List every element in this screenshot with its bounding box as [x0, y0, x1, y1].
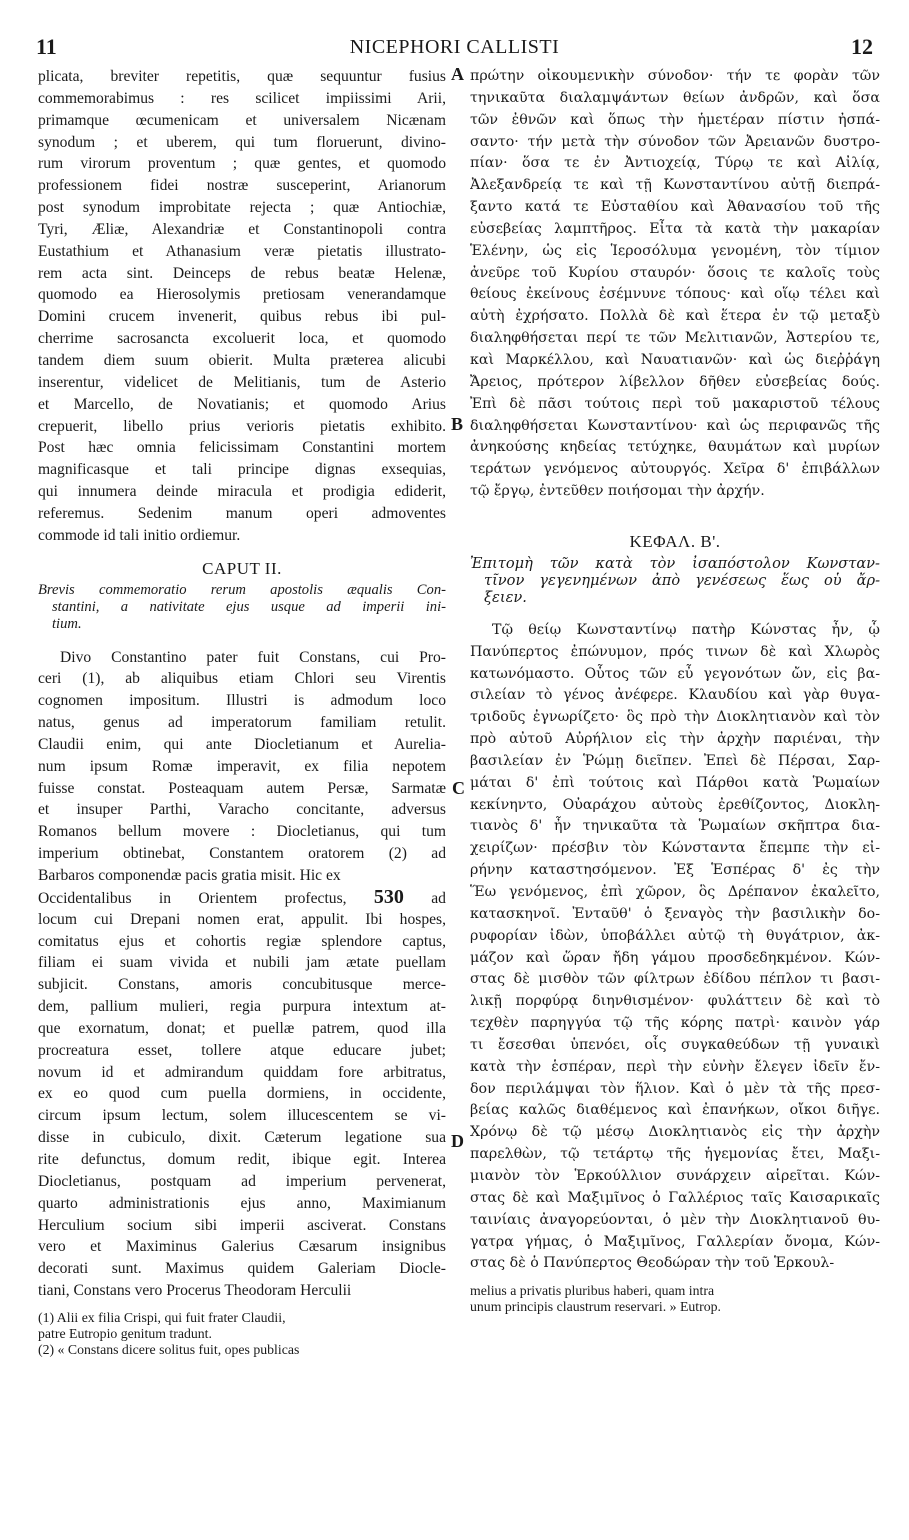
text-line: et insuper Parthi, Varacho concitante, adversus — [38, 801, 446, 819]
text-line: comitatus ejus et cohortis regiæ splendore captus, — [38, 932, 446, 950]
text-line: plicata, breviter repetitis, quæ sequuntur fusius — [38, 68, 446, 85]
text-line: Herculium socium sibi imperii asciverat. Constans — [38, 1216, 446, 1234]
text-line: κατωνόμαστο. Οὗτος τῶν εὖ γεγονότων ὤν, εἰς βα- — [470, 665, 880, 682]
summary-line: stantini, a nativitate ejus usque ad imperii ini- — [52, 598, 446, 615]
text-line: τῷ ἔργῳ, ἐντεῦθεν ποιήσομαι τὴν ἀρχήν. — [470, 483, 765, 500]
text-line: λικῇ πορφύρᾳ διηνθισμένον· φυλάττειν δὲ καὶ τὸ — [470, 993, 880, 1010]
text-line: ex eo quod cum puella dormiens, in occidente, — [38, 1085, 446, 1103]
text-line: natus, genus ad imperatorum familiam retulit. — [38, 714, 446, 732]
text-line: ἀνεῦρε τοῦ Κυρίου σταυρόν· ὅσοις τε καλοῖς τοὺς — [470, 264, 880, 281]
text-line: ξαντο κατά τε Εὐσταθίου καὶ Ἀθανασίου τοῦ τῆς — [470, 199, 880, 216]
text-line: subjicit. Constans, amoris concubitusque merce- — [38, 976, 446, 994]
text-line: rem acta sint. Deinceps de rebus beatæ Helenæ, — [38, 264, 446, 282]
greek-body — [470, 620, 880, 1275]
text-line: Τῷ θείῳ Κωνσταντίνῳ πατὴρ Κώνστας ἦν, ᾧ — [492, 621, 880, 638]
text-line: τεράτων γενόμενος αὐτουργός. Χεῖρα δ' ἐπιβάλλων — [470, 461, 880, 478]
text-line: πρώτην οἰκουμενικὴν σύνοδον· τήν τε φορὰν τῶν — [470, 68, 880, 84]
text-line: imperium obtinebat, Constantem oratorem (2) ad — [38, 845, 446, 863]
page-header — [36, 34, 873, 60]
text-line: γατρα γήμας, ὁ Μαξιμῖνος, Γαλλερίαν ὄνομα, Κών- — [470, 1233, 880, 1250]
footnote-line: patre Eutropio genitum tradunt. — [38, 1325, 212, 1341]
greek-intro — [470, 66, 880, 503]
summary-line: Brevis commemoratio rerum apostolis æqualis Con- — [38, 581, 446, 598]
text-line: κεκίνηντο, Οὐαράχου αὐτοὺς ἐρεθίζοντος, Διοκλη- — [470, 796, 880, 813]
text-line: Ἐπὶ δὲ πᾶσι τούτοις περὶ τοῦ μακαριστοῦ τέλους — [470, 395, 880, 412]
text-line: locum cui Drepani nomen erat, appulit. Ibi hospes, — [38, 910, 446, 928]
text-line: que exornatum, donat; et puellæ patrem, quod illa — [38, 1019, 446, 1037]
text-line: κατασκηνοῖ. Ἐνταῦθ' ὁ ξεναγὸς τὴν βασιλικὴν δο- — [470, 905, 880, 922]
text-line: τιανὸς δ' ἦν τηνικαῦτα τὰ Ῥωμαίων σκῆπτρα δια- — [470, 818, 880, 835]
text-fragment: Occidentalibus in Orientem profectus, — [38, 889, 347, 907]
text-line: vero et Maximinus Galerius Cæsarum insignibus — [38, 1238, 446, 1256]
text-line: πίαν· ὅσα τε ἐν Ἀντιοχείᾳ, Τύρῳ τε καὶ Αἰλίᾳ, — [470, 155, 880, 172]
text-line: Post hæc omnia felicissimam Constantini mortem — [38, 439, 446, 457]
text-line: Barbaros componendæ pacis gratia misit. Hic ex — [38, 867, 341, 884]
text-line: τι ἔσεσθαι ὑπενόει, οἷς συγκαθεύδων τῇ γυναικὶ — [470, 1036, 880, 1053]
latin-chapter-summary — [38, 582, 446, 633]
text-line — [38, 887, 446, 909]
text-line: μάται δ' ἐπὶ τούτοις καὶ Πάρθοι κατὰ Ῥωμαίων — [470, 774, 880, 791]
text-line: τῶν ἐθνῶν καὶ ὅπως τὴν ἡμετέραν πίστιν ἠσπά- — [470, 111, 880, 128]
text-line: qui innumera deinde miracula et prodigia ediderit, — [38, 483, 446, 501]
text-line: post synodum improbitate rejecta ; quæ Antiochiæ, — [38, 199, 446, 217]
text-line: Domini crucem invenerit, quibus rebus ibi pul- — [38, 308, 446, 326]
text-line: commemorabimus : res scilicet impiissimi Arii, — [38, 89, 446, 107]
text-line: ρήνην καταστησόμενον. Ἐξ Ἑσπέρας δ' ἐς τὴν — [470, 862, 880, 879]
column-number: 530 — [373, 886, 404, 908]
text-line: quarto administrationis ejus anno, Maximianum — [38, 1194, 446, 1212]
page-number-left: 11 — [36, 34, 57, 59]
text-line: referemus. Sedenim manum operi admoventes — [38, 504, 446, 522]
text-line: θείους ἐκείνους ἐσέμνυνε τόπους· καὶ οἵῳ τέλει καὶ — [470, 286, 880, 303]
text-line: σιλείαν τὸ γένος ἀνέφερε. Κλαυδίου καὶ γὰρ θυγα- — [470, 687, 880, 704]
text-line: cherrime sacrosancta excoluerit loca, et quomodo — [38, 330, 446, 348]
text-line: μάζον καὶ ὥραν ἤδη γάμου προσδεδηκμένον. Κών- — [470, 949, 880, 966]
text-fragment: ad — [431, 889, 446, 907]
text-line: primamque œcumenicam et universalem Nicænam — [38, 111, 446, 129]
text-line: rum virorum proventum ; quæ gentes, et quomodo — [38, 155, 446, 173]
summary-line: tium. — [52, 615, 82, 632]
text-line: circum ipsum lectum, solem illucescentem se vi- — [38, 1107, 446, 1125]
text-line: inserentur, videlicet de Melitianis, tum de Asterio — [38, 373, 446, 391]
text-line: βασιλείαν ἐν Ῥώμῃ διεῖπεν. Ἐπεὶ δὲ Πέρσαι, Σαρ- — [470, 752, 880, 769]
latin-column — [38, 66, 446, 1358]
margin-marker-a: A — [451, 64, 464, 84]
text-line: Romanos bellum movere : Diocletianus, qui tum — [38, 823, 446, 841]
margin-marker-b: B — [451, 414, 464, 434]
text-line: στας δὲ καὶ Μαξιμῖνος ὁ Γαλλέριος ταῖς Καισαρικαῖς — [470, 1189, 880, 1206]
footnote-continuation — [470, 1283, 880, 1315]
text-line: filiam ei suam vivida et nubili jam ætate puellam — [38, 954, 446, 972]
text-line: rite defunctus, domum redit, ibique egit. Interea — [38, 1150, 446, 1168]
text-line: παρελθὼν, τῷ τετάρτῳ τῆς ἡγεμονίας ἔτει, Μαξι- — [470, 1146, 880, 1163]
text-line: τεχθὲν παρηγγύα τῷ τῆς κόρης πατρὶ· καινὸν γάρ — [470, 1015, 880, 1032]
text-line: σαντο· τήν μετὰ τὴν σύνοδον τῶν Ἀρειανῶν δυστρο- — [470, 133, 880, 150]
text-line: cognomen impositum. Illustri is admodum loco — [38, 692, 446, 710]
text-line: Ἄρειος, πρότερον λίβελλον δῆθεν εὐσεβείας δούς. — [470, 373, 880, 390]
summary-line: Ἐπιτομὴ τῶν κατὰ τὸν ἰσαπόστολον Κωνσταν- — [470, 554, 880, 572]
latin-body — [38, 647, 446, 887]
latin-footnotes — [38, 1310, 446, 1358]
text-line: Tyri, Æliæ, Alexandriæ et Constantinopoli contra — [38, 220, 446, 238]
footnote-line: melius a privatis pluribus haberi, quam intra — [470, 1283, 715, 1299]
text-line: Ἀλεξανδρείᾳ τε καὶ τῇ Κωνσταντίνου αὐτῇ διεπρά- — [470, 177, 880, 194]
text-line: num ipsum Romæ imperavit, ex filia nepotem — [38, 757, 446, 775]
text-line: διαληφθήσεται περί τε τῶν Μελιτιανῶν, Ἀστερίου τε, — [470, 330, 880, 347]
latin-chapter-heading: CAPUT II. — [202, 558, 282, 578]
text-line: professionem fidei nostræ susceperint, Arianorum — [38, 177, 446, 195]
text-line: Diocletianus, postquam ad imperium pervenerat, — [38, 1172, 446, 1190]
text-line: fuisse constat. Posteaquam autem Persæ, Sarmatæ — [38, 779, 446, 797]
running-title: NICEPHORI CALLISTI — [349, 36, 560, 58]
text-line: ἀνηκούσης κηδείας τετύχηκε, θαυμάτων καὶ μυρίων — [470, 439, 880, 456]
page-number-right: 12 — [851, 34, 873, 59]
text-line: novum id et admirandum quiddam fore arbitratus, — [38, 1063, 446, 1081]
text-line: Eustathium et Athanasium veræ pietatis illustrato- — [38, 242, 446, 260]
text-line: αὐτὴ ἐχρήσατο. Πολλὰ δὲ καὶ ἕτερα ἐν τῷ μεταξὺ — [470, 308, 880, 325]
text-line: Χρόνῳ δὲ τῷ μέσῳ Διοκλητιανὸς εἰς τὴν ἀρχὴν — [470, 1124, 880, 1141]
margin-marker-c: C — [452, 778, 465, 798]
text-line: εὐσεβείας λαμπτῆρος. Εἶτα τὰ κατὰ τὴν μακαρίαν — [470, 220, 880, 237]
text-line: τηνικαῦτα διαλαμψάντων θείων ἀνδρῶν, καὶ ὅσα — [470, 89, 880, 106]
text-line: procreatura esset, tollere atque educare jubet; — [38, 1041, 446, 1059]
text-line: Claudii enim, qui ante Diocletianum et Aurelia- — [38, 735, 446, 753]
text-line: quomodo ea Hierosolymis pretiosam venerandamque — [38, 286, 446, 304]
margin-marker-d: D — [451, 1131, 464, 1151]
text-line: magnificasque et tali principe dignas exsequias, — [38, 461, 446, 479]
text-line: dem, pallium mulieri, regia purpura intextum at- — [38, 998, 446, 1016]
text-line: μιανὸν τὸν Ἑρκούλλιον συνάρχειν αἱρεῖται. Κών- — [470, 1167, 880, 1184]
text-line: commode id tali initio ordiemur. — [38, 526, 241, 544]
footnote-line: unum principis claustrum reservari. » Eutrop. — [470, 1299, 721, 1315]
text-line: διαληφθήσεται Κωνσταντίνου· καὶ ὡς περιφανῶς τῆς — [470, 417, 880, 434]
text-line: Divo Constantino pater fuit Constans, cui Pro- — [60, 648, 446, 666]
text-line: στας δὲ ὁ Πανύπερτος Θεοδώραν τὴν τοῦ Ἑρκουλ- — [470, 1255, 835, 1272]
text-line: στας δὲ μισθὸν τῶν φίλτρων ἐδίδου πέπλον τι βασι- — [470, 971, 880, 988]
text-line: καὶ Μαρκέλλου, καὶ Ναυατιανῶν· καὶ ὡς διεῤῥάγη — [470, 351, 880, 368]
text-line: crepuerit, libello prius verioris pietatis exhibito. — [38, 417, 446, 435]
footnote-line: (2) « Constans dicere solitus fuit, opes publicas — [38, 1341, 300, 1357]
text-line: tandem diem suum obierit. Multa præterea alicubi — [38, 351, 446, 369]
text-line: Πανύπερτος ἐπώνυμον, πρός τινων δὲ καὶ Χλωρὸς — [470, 643, 880, 660]
greek-column — [470, 66, 880, 1315]
text-line: synodum ; et uberem, qui tum floruerunt, divino- — [38, 133, 446, 151]
text-line: κατὰ τὴν ἑσπέραν, περὶ τὴν εὐνὴν ἔλεγεν ἰδεῖν ἔν- — [470, 1058, 880, 1075]
text-line: ταινίαις ἀναγορεύονται, ὁ μὲν τὴν Διοκλητιανοῦ θυ- — [470, 1211, 880, 1228]
text-line: disse in cubiculo, dixit. Cæterum legatione sua — [38, 1129, 446, 1147]
latin-body-continued — [38, 909, 446, 1302]
text-line: δον περιλάμψαι τὸν ἥλιον. Καὶ ὁ μὲν τὰ τῆς πρεσ- — [470, 1080, 880, 1097]
summary-line: ξειεν. — [484, 588, 527, 606]
text-line: decorati sunt. Maximus quidem Galeriam Diocle- — [38, 1260, 446, 1278]
text-line: Ἕω γενόμενος, ἐπὶ χῶρον, ὃς Δρέπανον ἐκαλεῖτο, — [470, 884, 880, 900]
greek-chapter-heading: ΚΕΦΑΛ. Β'. — [629, 531, 721, 551]
text-line: ρυφορίαν ἰδὼν, ὑποβάλλει αὐτῷ τὴ θυγάτριον, ἀκ- — [470, 927, 880, 944]
text-line: Ἑλένην, ὡς εἰς Ἱεροσόλυμα γενομένη, τὸν τίμιον — [470, 242, 880, 259]
footnote-line: (1) Alii ex filia Crispi, qui fuit frater Claudii, — [38, 1309, 286, 1325]
text-line: et Marcello, de Novatianis; et quomodo Arius — [38, 395, 446, 413]
text-line: πρὸ αὐτοῦ Αὐρήλιον εἰς τὴν ἀρχὴν παριέναι, τὴν — [470, 731, 880, 748]
text-line: τριδοῦς ἐγνωρίζετο· ὃς πρὸ τὴν Διοκλητιανὸν καὶ τὸν — [470, 709, 880, 726]
text-line: χειρίζων· πρέσβιν τὸν Κώνσταντα ἔπεμπε τὴν εἰ- — [470, 840, 880, 857]
greek-chapter-summary — [470, 555, 880, 606]
text-line: βείας καλῶς διαθέμενος καὶ ἐπανήκων, οἴκοι διῆγε. — [470, 1102, 880, 1119]
latin-intro — [38, 66, 446, 547]
text-line: ceri (1), ab aliquibus etiam Chlori seu Virentis — [38, 670, 446, 688]
text-line: tiani, Constans vero Procerus Theodoram Herculii — [38, 1282, 352, 1300]
summary-line: τῖνον γεγενημένων ἀπὸ γενέσεως ἕως οὗ ἄρ- — [484, 571, 880, 589]
